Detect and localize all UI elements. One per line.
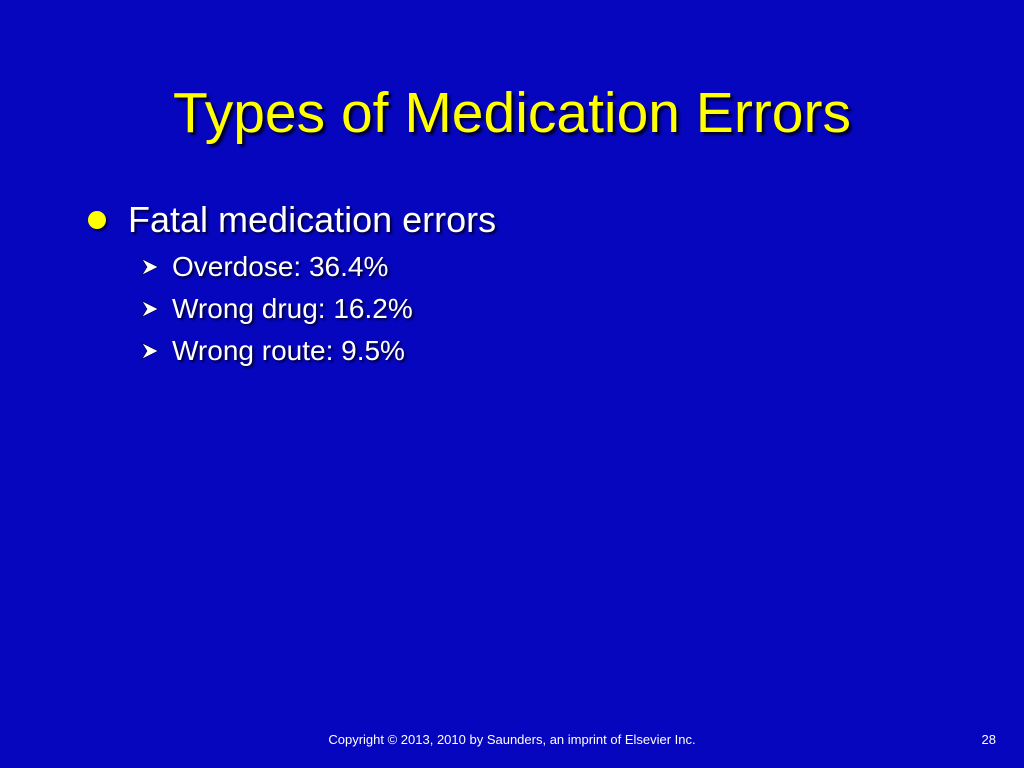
bullet-list [88, 195, 968, 373]
arrow-bullet-icon [140, 341, 160, 361]
arrow-bullet-icon [140, 299, 160, 319]
sub-bullet-item [88, 331, 968, 373]
sub-bullet-text: Wrong drug: 16.2% [172, 293, 413, 324]
page-number: 28 [981, 732, 996, 747]
sub-bullet-text: Overdose: 36.4% [172, 251, 389, 282]
bullet-text: Fatal medication errors [128, 199, 497, 240]
sub-bullet-item [88, 289, 968, 331]
sub-bullet-item [88, 247, 968, 289]
slide-title: Types of Medication Errors [173, 81, 851, 145]
sub-bullet-text: Wrong route: 9.5% [172, 335, 405, 366]
arrow-bullet-icon [140, 257, 160, 277]
copyright-footer: Copyright © 2013, 2010 by Saunders, an imprint of Elsevier Inc. [328, 732, 696, 747]
bullet-item [88, 195, 968, 247]
circle-bullet-icon [88, 211, 106, 229]
